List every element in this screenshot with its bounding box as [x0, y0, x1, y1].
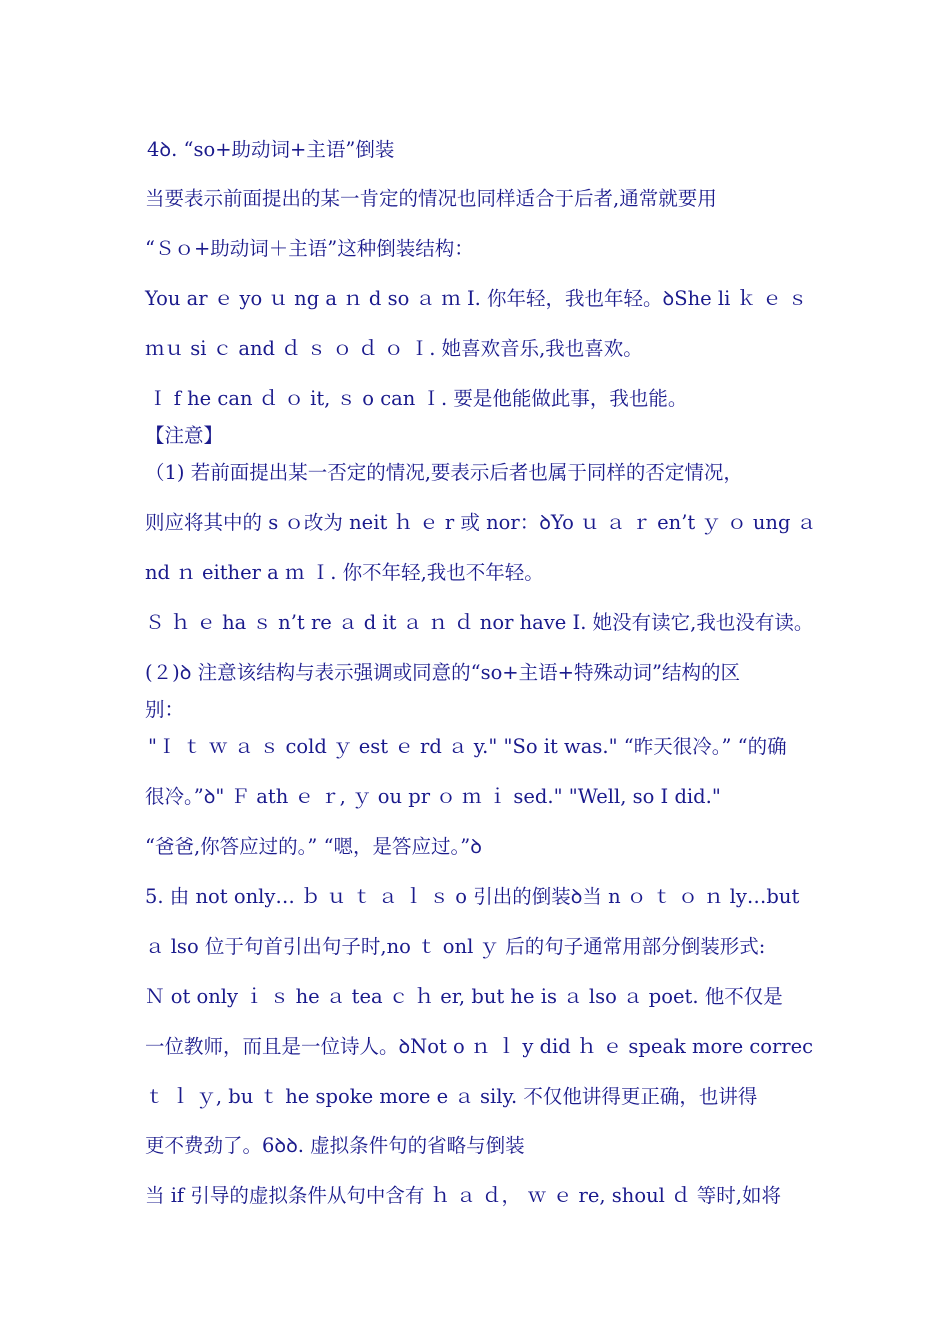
text-line-4: You ar ｅ yo ｕ ng a ｎ d so ａ ｍ I. 你年轻，我也年轻。ꝺShe li ｋ ｅ ｓ	[145, 287, 808, 310]
text-line-15: 很冷。”ꝺ" Ｆ ath ｅ ｒ, ｙ ou pr ｏ ｍ ｉ sed." "Well, so I did."	[145, 785, 721, 808]
text-line-17: 5. 由 not only… ｂ ｕ ｔ ａ ｌ ｓ o 引出的倒装ꝺ当 n ｏ ｔ ｏ ｎ ly…but	[145, 885, 800, 908]
note-heading: 【注意】	[145, 424, 224, 447]
text-line-11: Ｓ ｈ ｅ ha ｓ n’t re ａ d it ａ ｎ ｄ nor have I. 她没有读它,我也没有读。	[145, 611, 814, 634]
text-line-19: Ｎ ot only ｉ ｓ he ａ tea ｃ ｈ er, but he is ａ lso ａ poet. 他不仅是	[145, 985, 783, 1008]
text-line-3: “Ｓｏ+助动词＋主语”这种倒装结构：	[145, 237, 474, 260]
text-line-16: “爸爸,你答应过的。” “嗯，是答应过。”ꝺ	[145, 835, 482, 858]
text-line-2: 当要表示前面提出的某一肯定的情况也同样适合于后者,通常就要用	[145, 187, 717, 210]
text-line-1: 4ꝺ. “so+助动词+主语”倒装	[147, 138, 395, 161]
text-line-21: ｔ ｌ ｙ, bu ｔ he spoke more e ａ sily. 不仅他讲得更正确，也讲得	[145, 1085, 758, 1108]
text-line-9: 则应将其中的 s ｏ改为 neit ｈ ｅ r 或 nor：ꝺYo ｕ ａ ｒ en’t ｙ ｏ ung ａ	[145, 511, 817, 534]
text-line-8: （1) 若前面提出某一否定的情况,要表示后者也属于同样的否定情况，	[145, 461, 743, 484]
text-line-6: Ｉ f he can ｄ ｏ it, ｓ o can Ｉ. 要是他能做此事，我也能。	[148, 387, 688, 410]
text-line-20: 一位教师，而且是一位诗人。ꝺNot o ｎ ｌ y did ｈ ｅ speak more correc	[145, 1035, 814, 1058]
text-line-5: ｍｕ si ｃ and ｄ ｓ ｏ ｄ ｏ Ｉ. 她喜欢音乐,我也喜欢。	[145, 337, 643, 360]
text-line-18: ａ lso 位于句首引出句子时,no ｔ onl ｙ 后的句子通常用部分倒装形式:	[145, 935, 766, 958]
text-line-13: 别：	[145, 698, 185, 721]
text-line-23: 当 if 引导的虚拟条件从句中含有 ｈ ａ ｄ， ｗ ｅ re, shoul ｄ 等时,如将	[145, 1184, 781, 1207]
text-line-14: "Ｉ ｔ ｗ ａ ｓ cold ｙ est ｅ rd ａ y." "So it was." “昨天很冷。” “的确	[148, 735, 787, 758]
text-line-22: 更不费劲了。6ꝺꝺ. 虚拟条件句的省略与倒装	[145, 1134, 525, 1157]
text-line-10: nd ｎ either a ｍ Ｉ. 你不年轻,我也不年轻。	[145, 561, 544, 584]
text-line-12: (２)ꝺ 注意该结构与表示强调或同意的“so+主语+特殊动词”结构的区	[145, 661, 740, 684]
